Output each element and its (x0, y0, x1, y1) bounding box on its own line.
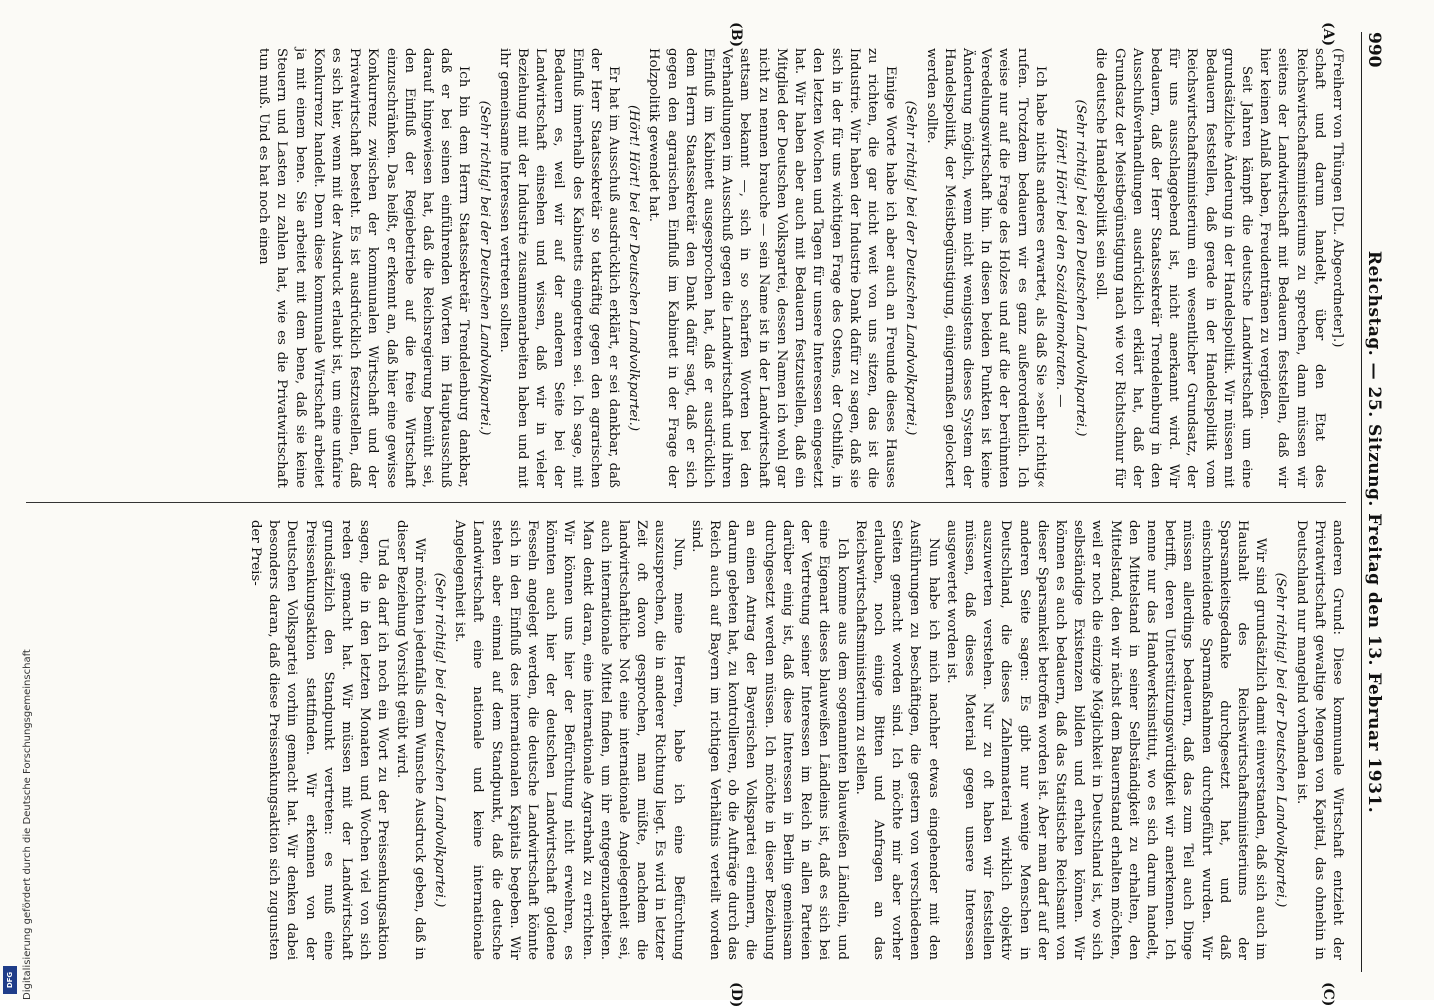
paragraph: Nun, meine Herren, habe ich eine Befürchtung auszusprechen, die in anderer Richtung liegt. Es wird in letzter Zeit oft davon gesprochen, man müßte, nachdem die landwirtschaftliche Not eine internationale Angelegenheit sei, auch internationale Mittel finden, um ihr entgegenzuarbeiten. Man denkt daran, eine internationale Agrarbank zu errichten. Wir können uns hier der Befürchtung nicht erwehren, es könnten auch hier der deutschen Landwirtschaft goldene Fesseln angelegt werden, die deutsche Landwirtschaft könnte sich in den Einfluß des internationalen Kapitals begeben. Wir stehen aber einmal auf dem Standpunkt, daß die deutsche Landwirtschaft eine nationale und keine internationale Angelegenheit ist. (452, 520, 686, 960)
interjection: (Sehr richtig! bei der Deutschen Landvolkpartei.) (476, 100, 492, 436)
paragraph: Ich komme aus dem sogenannten blauweißen Ländlein, und eine Eigenart dieses blauweißen Ländleins ist, daß es sich bei der Vertretung seiner Interessen im Reich in allen Parteien darüber einig ist, daß diese Interessen in Berlin gemeinsam durchgesetzt werden müssen. Ich möchte in dieser Beziehung an einen Antrag der Bayerischen Volkspartei erinnern, die darum gebeten hat, zu kontrollieren, ob die Aufträge durch das Reich auch auf Bayern im richtigen Verhältnis verteilt worden sind. (688, 520, 850, 960)
credit-text: Digitalisierung gefördert durch die Deutsche Forschungsgemeinschaft (22, 649, 33, 1000)
interjection: (Sehr richtig! bei der Deutschen Landvolkpartei.) (432, 572, 448, 908)
dfg-logo-text: DFG (6, 971, 14, 989)
interjection: (Sehr richtig! bei den Deutschen Landvolkpartei.) (1073, 99, 1089, 437)
margin-letter-c: (C) (1320, 982, 1336, 1007)
paragraph: Nun habe ich mich nachher etwas eingehender mit den Ausführungen zu beschäftigen, die gestern von verschiedenen Seiten gemacht worden sind. Ich möchte mir aber vorher erlauben, noch einige Bitten und Anfragen an das Reichswirtschaftsministerium zu stellen. (852, 520, 941, 960)
running-head: Reichstag. — 25. Sitzung. Freitag den 13. Februar 1931. (1364, 250, 1384, 814)
paragraph: (Freiherr von Thüngen [DL. Abgeordneter].) (1330, 48, 1345, 348)
paragraph: Ich bin dem Herrn Staatssekretär Trendelenburg dankbar, daß er bei seinen einführenden Worten im Hauptausschuß darauf hingewiesen hat, daß die Reichsregierung bemüht sei, den Einfluß der Regiebetriebe auf die freie Wirtschaft einzuschränken. Das heißt, er erkennt an, daß hier eine gewisse Konkurrenz zwischen der kommunalen Wirtschaft und der Privatwirtschaft besteht. Es ist ausdrücklich festzustellen, daß es sich hier, wenn mit der Ausdruck erlaubt ist, um eine unfaire Konkurrenz handelt. Denn diese kommunale Wirtschaft arbeitet ja mit einem bene. Sie arbeitet mit dem bene, daß sie keine Steuern und Lasten zu zahlen hat, wie es die Privatwirtschaft tun muß. Und es hat noch einen (256, 48, 472, 488)
paragraph: Ich habe nichts anderes erwartet, als daß Sie »sehr richtig« rufen. Trotzdem bedauern wir es ganz außerordentlich. Ich weise nur auf die Frage des Holzes und auf die der berühmten Veredelungswirtschaft hin. In diesen beiden Punkten ist keine Änderung möglich, wenn nicht wenigstens dieses System der Handelspolitik, der Meistbegünstigung, einigermaßen gelockert werden sollte. (923, 48, 1048, 488)
left-column (254, 48, 1346, 488)
paragraph: Er hat im Ausschuß ausdrücklich erklärt, er sei dankbar, daß der Herr Staatssekretär so tatkräftig gegen den agrarischen Einfluß innerhalb des Kabinetts eingetreten sei. Ich sage, mit Bedauern es, weil wir auf der anderen Seite bei der Landwirtschaft einsehen und wissen, daß wir in vieler Beziehung mit der Industrie zusammenarbeiten haben und mit ihr gemeinsame Interessen vertreten sollten. (496, 48, 622, 488)
dfg-logo (3, 966, 17, 994)
interjection: Hört! Hört! bei den Sozialdemokraten. — (1052, 128, 1068, 408)
paragraph: Seit Jahren kämpft die deutsche Landwirtschaft um eine grundsätzliche Änderung in der Handelspolitik. Wir müssen mit Bedauern feststellen, daß gerade in der Handelspolitik vom Reichswirtschaftsministerium ein wesentlicher Grundsatz, der für uns ausschlaggebend ist, nicht anerkannt wird. Wir bedauern, daß der Herr Staatssekretär Trendelenburg in den Ausschußverhandlungen ausdrücklich erklärt hat, daß der Grundsatz der Meistbegünstigung nach wie vor Richtschnur für die deutsche Handelspolitik sein soll. (1093, 48, 1254, 488)
paragraph: Einige Worte habe ich aber auch an Freunde dieses Hauses zu richten, die gar nicht weit von uns sitzen, das ist die Industrie. Wir haben der Industrie Dank dafür zu sagen, daß sie sich in der für uns wichtigen Frage des Ostens, der Osthilfe, in den letzten Wochen und Tagen für unsere Interessen eingesetzt hat. Wir haben aber auch mit Bedauern festzustellen, daß ein Mitglied der Deutschen Volkspartei, dessen Namen ich wohl gar nicht zu nennen brauche — sein Name ist in der Landwirtschaft sattsam bekannt —, sich in so scharfen Worten bei den Verhandlungen im Ausschuß gegen die Landwirtschaft und ihren Einfluß im Kabinett ausgesprochen hat, daß er ausdrücklich dem Herrn Staatssekretär den Dank dafür sagt, daß er sich gegen den agrarischen Einfluß im Kabinett in der Frage der Holzpolitik gewendet hat. (646, 48, 899, 488)
interjection: (Sehr richtig! bei der Deutschen Landvolkpartei.) (1273, 572, 1289, 908)
margin-letter-d: (D) (728, 982, 744, 1007)
right-column (246, 520, 1346, 960)
paragraph: Wir sind grundsätzlich damit einverstanden, daß sich auch im Haushalt des Reichswirtschaftsministeriums der Sparsamkeitsgedanke durchgesetzt hat, und daß einschneidende Sparmaßnahmen durchgeführt wurden. Wir müssen allerdings bedauern, daß das zum Teil auch Dinge betrifft, deren Unterstützungswürdigkeit wir anerkennen. Ich nenne nur das Handwerksinstitut, wo es sich darum handelt, den Mittelstand in seiner Selbständigkeit zu erhalten, den Mittelstand, den wir nächst dem Bauernstand erhalten möchten, weil er noch die einzige Möglichkeit in Deutschland ist, wo sich selbständige Existenzen bilden und erhalten können. Wir können es auch bedauern, daß das Statistische Reichsamt von dieser Sparsamkeit betroffen worden ist. Aber man darf auf der anderen Seite sagen: Es gibt nur wenige Menschen in Deutschland, die dieses Zahlenmaterial wirklich objektiv auszuwerten verstehen. Nur zu oft haben wir feststellen müssen, daß dieses Material gegen unsere Interessen ausgewertet worden ist. (943, 520, 1269, 960)
column-divider (26, 502, 1346, 503)
interjection: (Sehr richtig! bei der Deutschen Landvolkpartei.) (903, 100, 919, 436)
interjection: (Hört! Hört! bei der Deutschen Landvolkpartei.) (626, 104, 642, 432)
paragraph: Und da darf ich noch ein Wort zu der Preissenkungsaktion sagen, die in den letzten Monaten und Wochen viel von sich reden gemacht hat. Wir müssen mit der Landwirtschaft grundsätzlich den Standpunkt vertreten: es muß eine Preissenkungsaktion stattfinden. Wir erkennen von der Deutschen Volkspartei vorhin gemacht hat. Wir denken dabei besonders daran, daß diese Preissenkungsaktion sich zugunsten der Preis- (248, 520, 391, 960)
paragraph: Wir möchten jedenfalls dem Wunsche Ausdruck geben, daß in dieser Beziehung Vorsicht geübt wird. (393, 520, 427, 960)
paragraph: schaft und darum handelt, über den Etat des Reichswirtschaftsministeriums zu sprechen, dann müssen wir seitens der Landwirtschaft mit Bedauern feststellen, daß wir hier keinen Anlaß haben, Freudentränen zu vergießen. (1257, 48, 1327, 488)
margin-letter-b: (B) (728, 22, 744, 48)
header-rule (1361, 32, 1362, 972)
page-header (1366, 32, 1416, 972)
digitization-credit (4, 0, 33, 1000)
paragraph: anderen Grund: Diese kommunale Wirtschaft entzieht der Privatwirtschaft gewaltige Mengen von Kapital, das ohnehin in Deutschland nur mangelnd vorhanden ist. (1293, 520, 1345, 960)
page-number: 990 (1364, 32, 1384, 68)
margin-letter-a: (A) (1320, 22, 1336, 47)
